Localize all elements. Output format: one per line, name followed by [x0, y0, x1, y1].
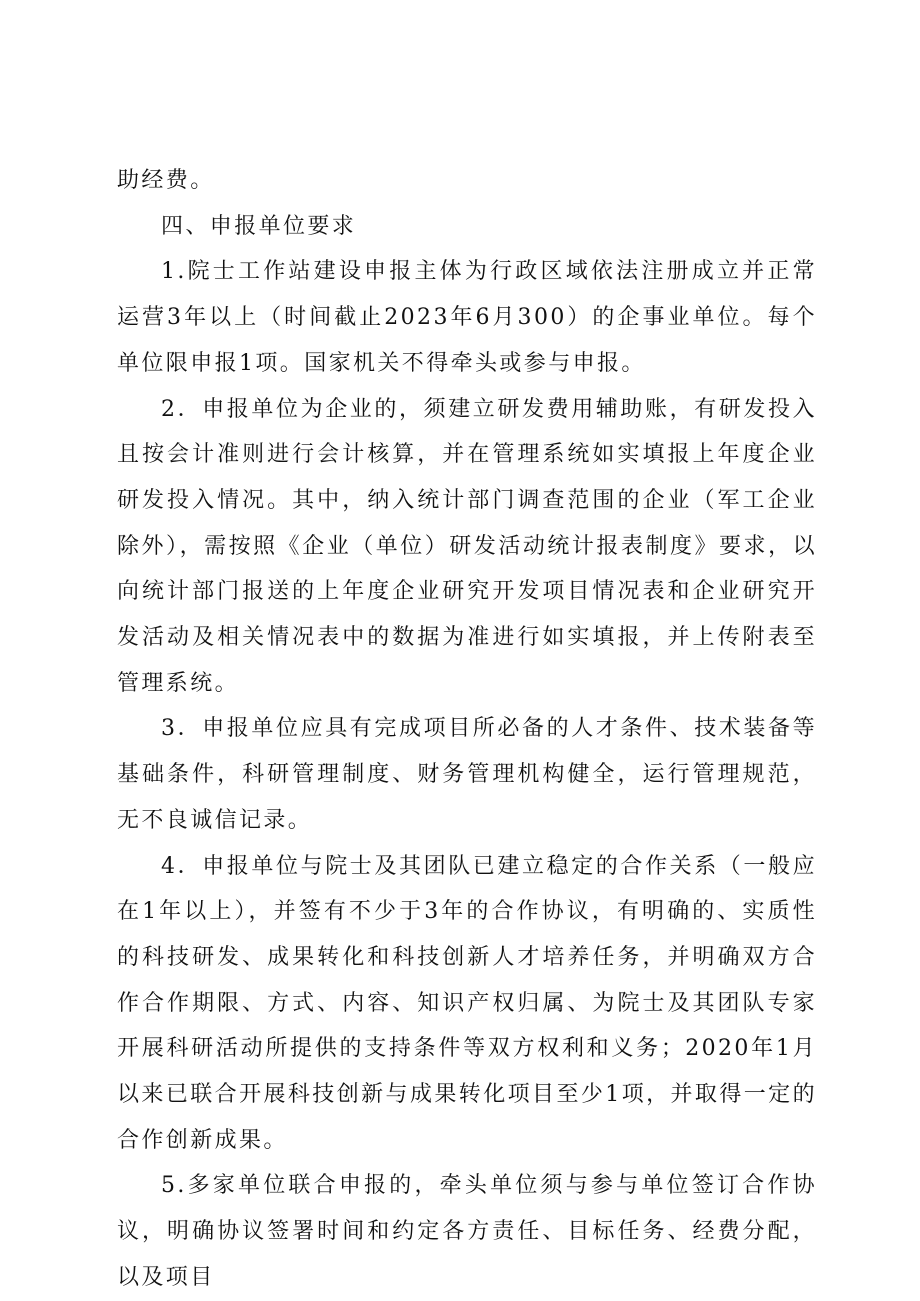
paragraph-item-5: 5.多家单位联合申报的，牵头单位须与参与单位签订合作协议，明确协议签署时间和约定各方责任、目标任务、经费分配，以及项目: [117, 1173, 817, 1290]
section-heading: 四、申报单位要求: [161, 213, 357, 239]
paragraph-continuation: 助经费。: [117, 168, 215, 193]
paragraph-item-2: 2．申报单位为企业的，须建立研发费用辅助账，有研发投入且按会计准则进行会计核算，并在管理系统如实填报上年度企业研发投入情况。其中，纳入统计部门调查范围的企业（军工企业除外），需按照《企业（单位）研发活动统计报表制度》要求，以向统计部门报送的上年度企业研究开发项目情况表和企业研究开发活动及相关情况表中的数据为准进行如实填报，并上传附表至管理系统。: [117, 396, 817, 696]
document-body: [117, 158, 817, 1301]
paragraph-item-3: 3．申报单位应具有完成项目所必备的人才条件、技术装备等基础条件，科研管理制度、财务管理机构健全，运行管理规范，无不良诚信记录。: [117, 716, 817, 833]
paragraph-item-1: 1.院士工作站建设申报主体为行政区域依法注册成立并正常运营3年以上（时间截止2023年6月300）的企事业单位。每个单位限申报1项。国家机关不得牵头或参与申报。: [117, 259, 817, 376]
paragraph-item-4: 4．申报单位与院士及其团队已建立稳定的合作关系（一般应在1年以上），并签有不少于3年的合作协议，有明确的、实质性的科技研发、成果转化和科技创新人才培养任务，并明确双方合作合作期限、方式、内容、知识产权归属、为院士及其团队专家开展科研活动所提供的支持条件等双方权利和义务；2020年1月以来已联合开展科技创新与成果转化项目至少1项，并取得一定的合作创新成果。: [117, 853, 817, 1153]
